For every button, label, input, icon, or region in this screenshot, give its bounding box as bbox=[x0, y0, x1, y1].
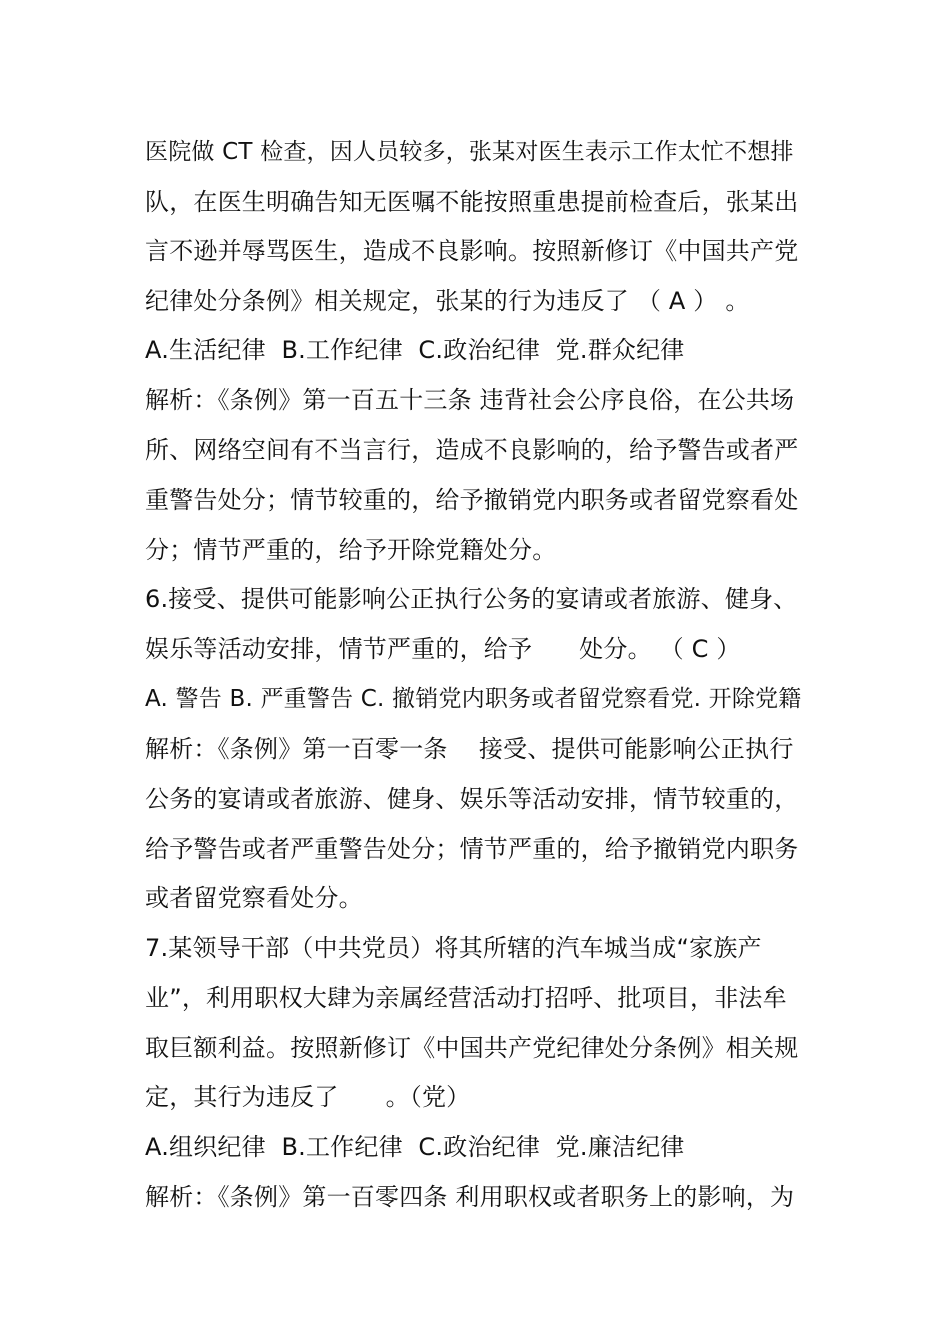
analysis-line: 解析：《条例》第一百零四条 利用职权或者职务上的影响，为 bbox=[145, 1183, 795, 1211]
analysis-line: 解析：《条例》第一百零一条 接受、提供可能影响公正执行 bbox=[145, 735, 794, 763]
question-line: 取巨额利益。按照新修订《中国共产党纪律处分条例》相关规 bbox=[145, 1034, 799, 1062]
question-line: 6.接受、提供可能影响公正执行公务的宴请或者旅游、健身、 bbox=[145, 585, 798, 613]
text-line: 队，在医生明确告知无医嘱不能按照重患提前检查后，张某出 bbox=[145, 188, 799, 216]
text-line: 言不逊并辱骂医生，造成不良影响。按照新修订《中国共产党 bbox=[145, 237, 799, 265]
question-line: 定，其行为违反了 。（党） bbox=[145, 1083, 471, 1111]
question-line: 7.某领导干部（中共党员）将其所辖的汽车城当成“家族产 bbox=[145, 934, 762, 962]
analysis-line: 分；情节严重的，给予开除党籍处分。 bbox=[145, 536, 557, 564]
question-line: 业”，利用职权大肆为亲属经营活动打招呼、批项目，非法牟 bbox=[145, 984, 787, 1012]
analysis-line: 重警告处分；情节较重的，给予撤销党内职务或者留党察看处 bbox=[145, 486, 799, 514]
analysis-line: 给予警告或者严重警告处分；情节严重的，给予撤销党内职务 bbox=[145, 835, 799, 863]
text-line: 纪律处分条例》相关规定，张某的行为违反了 （ A ） 。 bbox=[145, 287, 750, 315]
analysis-line: 或者留党察看处分。 bbox=[145, 884, 363, 912]
analysis-line: 解析：《条例》第一百五十三条 违背社会公序良俗，在公共场 bbox=[145, 386, 795, 414]
analysis-line: 所、网络空间有不当言行，造成不良影响的，给予警告或者严 bbox=[145, 436, 799, 464]
option-line: A.生活纪律 B.工作纪律 C.政治纪律 党.群众纪律 bbox=[145, 336, 685, 364]
text-line: 医院做 CT 检查，因人员较多，张某对医生表示工作太忙不想排 bbox=[145, 139, 794, 165]
question-line: 娱乐等活动安排，情节严重的，给予 处分。 （ C ） bbox=[145, 635, 741, 663]
analysis-line: 公务的宴请或者旅游、健身、娱乐等活动安排，情节较重的， bbox=[145, 785, 799, 813]
option-line: A.组织纪律 B.工作纪律 C.政治纪律 党.廉洁纪律 bbox=[145, 1133, 685, 1161]
option-line: A. 警告 B. 严重警告 C. 撤销党内职务或者留党察看党. 开除党籍 bbox=[145, 686, 802, 712]
